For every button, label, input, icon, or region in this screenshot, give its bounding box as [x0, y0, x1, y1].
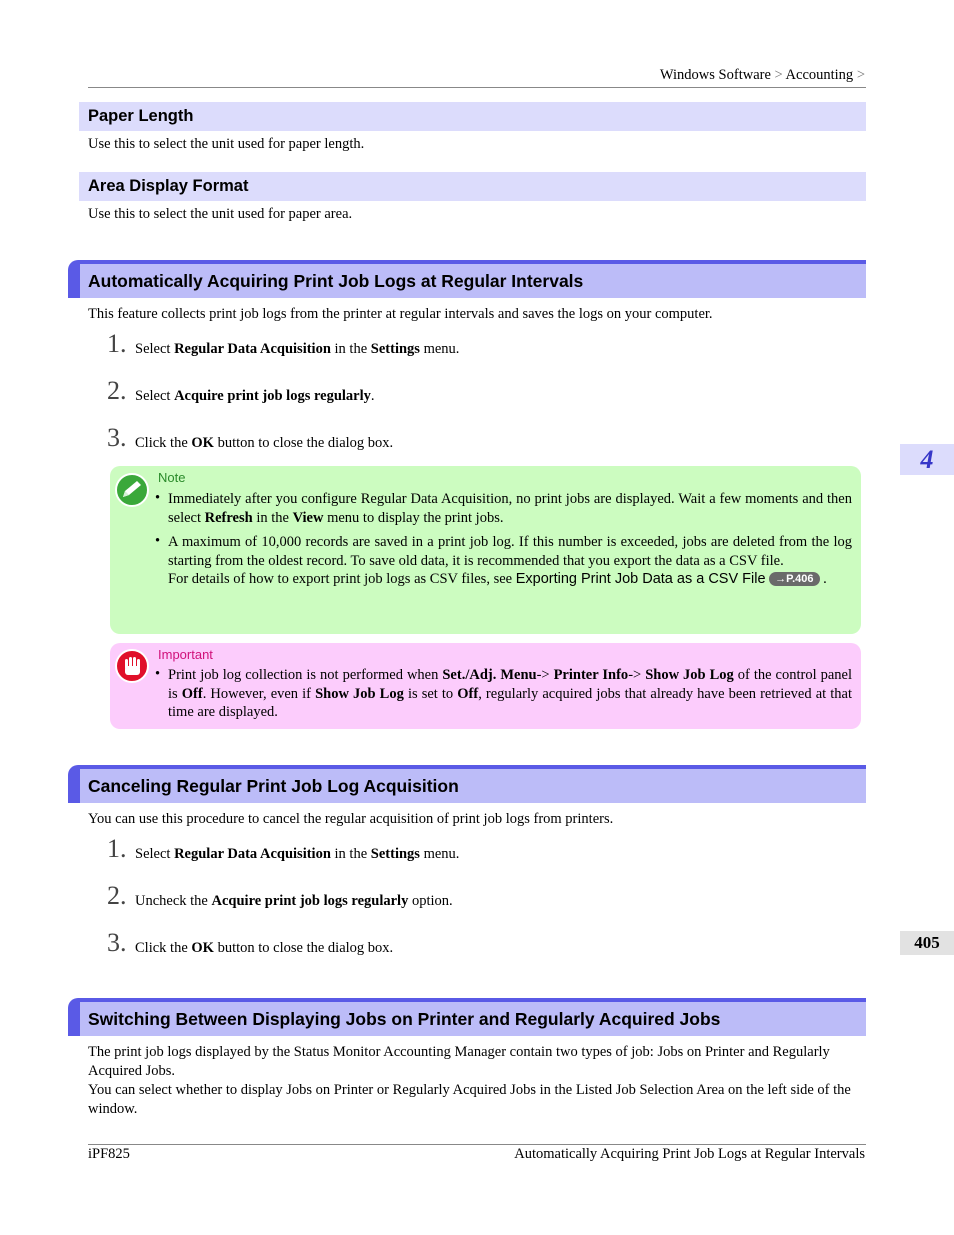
- step-text: Click the OK button to close the dialog box.: [135, 435, 394, 451]
- section-title-switching: Switching Between Displaying Jobs on Printer and Regularly Acquired Jobs: [68, 998, 866, 1036]
- cancel-intro: You can use this procedure to cancel the regular acquisition of print job logs from printers.: [88, 811, 614, 827]
- important-box: [110, 643, 861, 729]
- step-text: Click the OK button to close the dialog box.: [135, 940, 394, 956]
- switching-paragraph-1: The print job logs displayed by the Status Monitor Accounting Manager contain two types of job: Jobs on Printer and Regularly Acquired Jobs.: [88, 1044, 830, 1079]
- breadcrumb-separator: >: [774, 67, 783, 83]
- step-text: Select Regular Data Acquisition in the Settings menu.: [135, 341, 460, 357]
- bullet: •: [155, 533, 161, 549]
- breadcrumb-windows-software[interactable]: Windows Software: [659, 67, 771, 83]
- bullet: •: [155, 666, 161, 682]
- section-title-area-display-format: Area Display Format: [79, 172, 866, 201]
- switching-paragraph-2: You can select whether to display Jobs on Printer or Regularly Acquired Jobs in the Listed Job Selection Area on the left side of the window.: [88, 1082, 851, 1117]
- step-text: Select Acquire print job logs regularly.: [135, 388, 375, 404]
- pencil-icon: [114, 472, 150, 508]
- chapter-tab[interactable]: 4: [900, 444, 954, 475]
- page-ref-badge[interactable]: →P.406: [769, 572, 819, 586]
- note-label: Note: [158, 470, 186, 485]
- step-number: 1.: [107, 834, 127, 863]
- area-display-format-text: Use this to select the unit used for paper area.: [88, 206, 353, 222]
- footer-model: iPF825: [88, 1146, 130, 1162]
- note-bullet-refresh: Immediately after you configure Regular Data Acquisition, no print jobs are displayed. Wait a few moments and then select Refresh in the View menu to display the print jobs.: [168, 491, 852, 526]
- important-text: Print job log collection is not performed when Set./Adj. Menu-> Printer Info-> Show Job Log of the control panel is Off. However, even if Show Job Log is set to Off, regularly acquired jobs that already have been retrieved at that time are displayed.: [168, 667, 852, 721]
- hand-stop-icon: [114, 648, 150, 684]
- export-csv-link[interactable]: Exporting Print Job Data as a CSV File: [515, 571, 766, 588]
- section-title-cancel: Canceling Regular Print Job Log Acquisition: [68, 765, 866, 803]
- page-number: 405: [900, 931, 954, 955]
- section-title-auto-acquire: Automatically Acquiring Print Job Logs at Regular Intervals: [68, 260, 866, 298]
- step-number: 1.: [107, 329, 127, 358]
- important-label: Important: [158, 647, 213, 662]
- note-box: [110, 466, 861, 634]
- step-number: 3.: [107, 423, 127, 452]
- header-divider: [88, 87, 866, 88]
- breadcrumb: [660, 67, 865, 84]
- step-number: 3.: [107, 928, 127, 957]
- note-bullet-max-records: A maximum of 10,000 records are saved in a print job log. If this number is exceeded, jobs are deleted from the log starting from the oldest record. To save old data, it is recommended that you export the data as a CSV file. For details of how to export print job logs as CSV files, see Exporting Print Job Data as a CSV File →P.406 .: [168, 534, 852, 588]
- step-text: Select Regular Data Acquisition in the Settings menu.: [135, 846, 460, 862]
- auto-acquire-intro: This feature collects print job logs from the printer at regular intervals and saves the logs on your computer.: [88, 306, 713, 322]
- breadcrumb-separator: >: [856, 67, 865, 83]
- step-text: Uncheck the Acquire print job logs regularly option.: [135, 893, 453, 909]
- footer-divider: [88, 1144, 866, 1145]
- bullet: •: [155, 490, 161, 506]
- footer-section-title: Automatically Acquiring Print Job Logs at Regular Intervals: [514, 1146, 865, 1162]
- section-title-paper-length: Paper Length: [79, 102, 866, 131]
- breadcrumb-accounting[interactable]: Accounting: [785, 67, 854, 83]
- step-number: 2.: [107, 881, 127, 910]
- step-number: 2.: [107, 376, 127, 405]
- paper-length-text: Use this to select the unit used for paper length.: [88, 136, 365, 152]
